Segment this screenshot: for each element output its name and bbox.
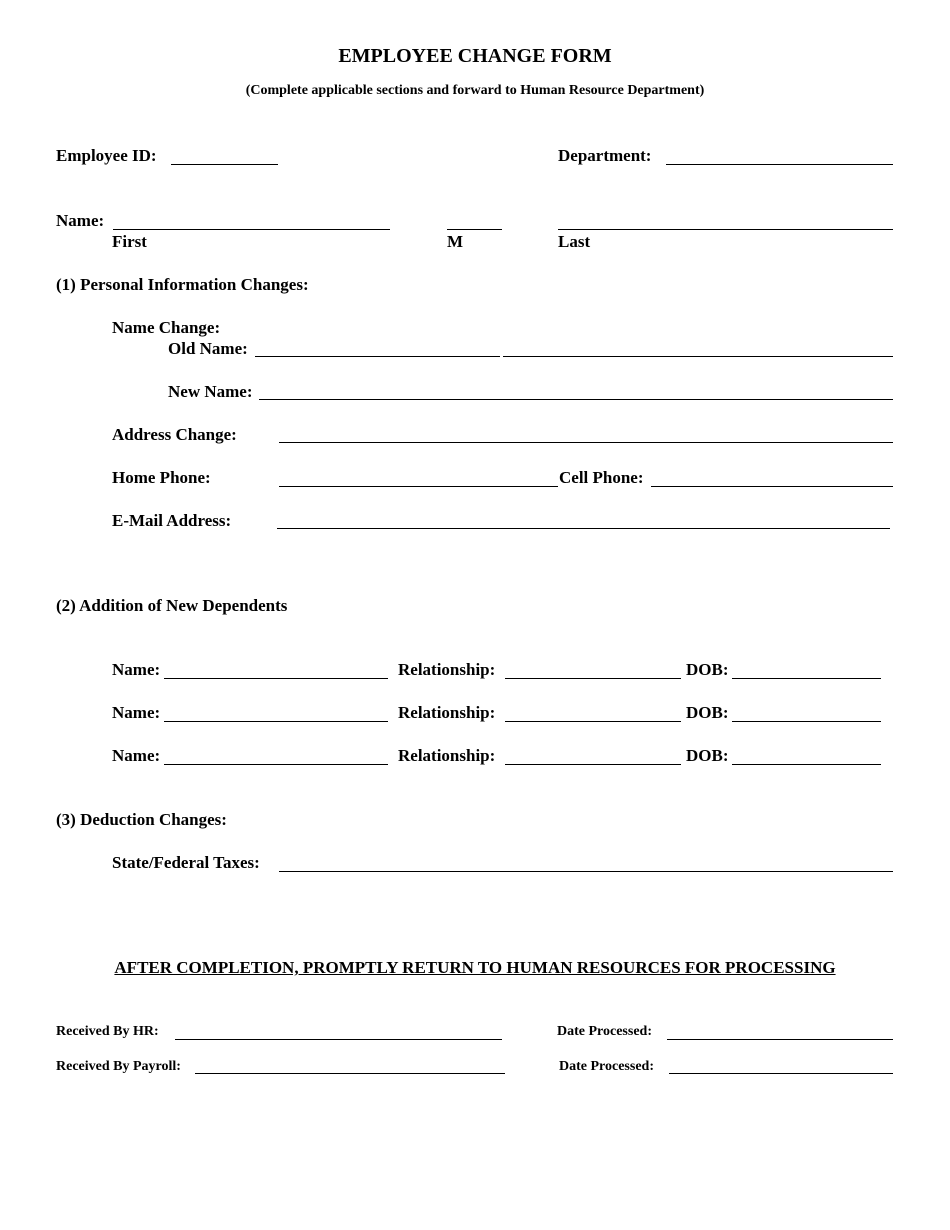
- received-hr-field[interactable]: [175, 1039, 502, 1040]
- section-1-heading: (1) Personal Information Changes:: [56, 275, 309, 294]
- first-name-field[interactable]: [113, 229, 390, 230]
- old-name-field-2[interactable]: [503, 356, 893, 357]
- old-name-field-1[interactable]: [255, 356, 500, 357]
- email-field[interactable]: [277, 528, 890, 529]
- received-payroll-field[interactable]: [195, 1073, 505, 1074]
- date-processed-payroll-field[interactable]: [669, 1073, 893, 1074]
- date-processed-hr-field[interactable]: [667, 1039, 893, 1040]
- dependent-relationship-field[interactable]: [505, 721, 681, 722]
- dependent-relationship-label: Relationship:: [398, 746, 496, 765]
- dependent-name-label: Name:: [112, 746, 161, 765]
- taxes-field[interactable]: [279, 871, 893, 872]
- page-title: EMPLOYEE CHANGE FORM: [338, 45, 612, 67]
- cell-phone-label: Cell Phone:: [559, 468, 644, 487]
- first-caption: First: [112, 232, 147, 251]
- page-subtitle: (Complete applicable sections and forward to Human Resource Department): [245, 83, 705, 98]
- dependent-name-field[interactable]: [164, 764, 388, 765]
- home-phone-field[interactable]: [279, 486, 558, 487]
- date-processed-label: Date Processed:: [557, 1024, 652, 1039]
- last-name-field[interactable]: [558, 229, 893, 230]
- new-name-label: New Name:: [168, 382, 253, 401]
- dependent-dob-field[interactable]: [732, 764, 881, 765]
- dependent-dob-field[interactable]: [732, 678, 881, 679]
- received-payroll-label: Received By Payroll:: [56, 1059, 181, 1074]
- department-label: Department:: [558, 146, 652, 165]
- name-change-label: Name Change:: [112, 318, 221, 337]
- dependent-name-field[interactable]: [164, 721, 388, 722]
- dependent-name-label: Name:: [112, 660, 161, 679]
- cell-phone-field[interactable]: [651, 486, 893, 487]
- date-processed-label: Date Processed:: [559, 1059, 654, 1074]
- return-instructions-banner: AFTER COMPLETION, PROMPTLY RETURN TO HUMAN RESOURCES FOR PROCESSING: [114, 958, 836, 977]
- dependent-dob-label: DOB:: [686, 746, 729, 765]
- address-change-label: Address Change:: [112, 425, 237, 444]
- dependent-dob-label: DOB:: [686, 660, 729, 679]
- address-field[interactable]: [279, 442, 893, 443]
- new-name-field[interactable]: [259, 399, 893, 400]
- section-3-heading: (3) Deduction Changes:: [56, 810, 227, 829]
- received-hr-label: Received By HR:: [56, 1024, 159, 1039]
- dependent-name-field[interactable]: [164, 678, 388, 679]
- dependent-relationship-field[interactable]: [505, 678, 681, 679]
- middle-initial-field[interactable]: [447, 229, 502, 230]
- dependent-name-label: Name:: [112, 703, 161, 722]
- dependent-relationship-label: Relationship:: [398, 703, 496, 722]
- department-field[interactable]: [666, 164, 893, 165]
- name-label: Name:: [56, 211, 105, 230]
- employee-id-field[interactable]: [171, 164, 278, 165]
- home-phone-label: Home Phone:: [112, 468, 211, 487]
- dependent-relationship-field[interactable]: [505, 764, 681, 765]
- dependent-dob-field[interactable]: [732, 721, 881, 722]
- taxes-label: State/Federal Taxes:: [112, 853, 260, 872]
- last-caption: Last: [558, 232, 591, 251]
- section-2-heading: (2) Addition of New Dependents: [56, 596, 288, 615]
- dependent-relationship-label: Relationship:: [398, 660, 496, 679]
- old-name-label: Old Name:: [168, 339, 248, 358]
- email-label: E-Mail Address:: [112, 511, 232, 530]
- employee-id-label: Employee ID:: [56, 146, 157, 165]
- middle-caption: M: [447, 232, 464, 251]
- dependent-dob-label: DOB:: [686, 703, 729, 722]
